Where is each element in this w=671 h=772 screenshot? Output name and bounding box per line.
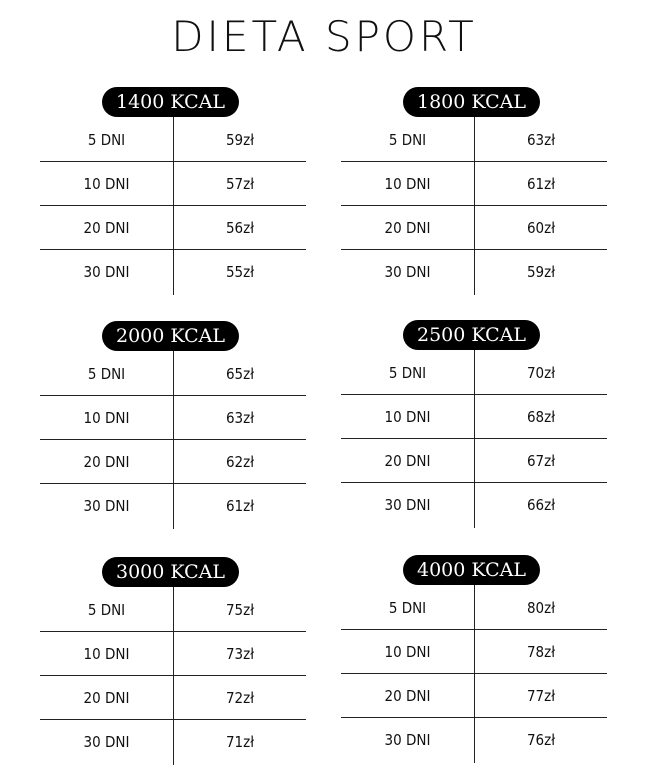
days-cell: 5 DNI: [388, 364, 427, 382]
table-row: [40, 352, 306, 396]
price-panel-2000: [40, 321, 306, 531]
days-cell: 5 DNI: [87, 131, 126, 149]
days-cell: 5 DNI: [87, 365, 126, 383]
table-row: [341, 162, 607, 206]
table-row: [40, 588, 306, 632]
price-cell: 75zł: [225, 601, 255, 619]
days-cell: 5 DNI: [87, 601, 126, 619]
price-cell: 63zł: [225, 409, 255, 427]
price-cell: 59zł: [526, 263, 556, 281]
price-cell: 60zł: [526, 219, 556, 237]
kcal-badge: 2500 KCAL: [403, 320, 540, 350]
price-cell: 80zł: [526, 599, 556, 617]
table-row: [341, 351, 607, 395]
days-cell: 20 DNI: [384, 219, 431, 237]
table-row: [341, 250, 607, 294]
days-cell: 20 DNI: [384, 687, 431, 705]
table-row: [341, 439, 607, 483]
price-cell: 70zł: [526, 364, 556, 382]
days-cell: 10 DNI: [83, 409, 130, 427]
price-cell: 78zł: [526, 643, 556, 661]
table-row: [341, 395, 607, 439]
table-row: [341, 118, 607, 162]
days-cell: 30 DNI: [384, 496, 431, 514]
days-cell: 30 DNI: [83, 733, 130, 751]
table-row: [341, 630, 607, 674]
page-title: DIETA SPORT: [171, 12, 477, 61]
price-cell: 65zł: [225, 365, 255, 383]
price-cell: 61zł: [225, 497, 255, 515]
table-row: [40, 676, 306, 720]
price-panel-2500: [341, 320, 607, 530]
days-cell: 5 DNI: [388, 599, 427, 617]
table-row: [40, 396, 306, 440]
price-cell: 67zł: [526, 452, 556, 470]
price-panel-1400: [40, 87, 306, 297]
table-row: [341, 206, 607, 250]
days-cell: 20 DNI: [83, 219, 130, 237]
price-cell: 63zł: [526, 131, 556, 149]
price-panel-1800: [341, 87, 607, 297]
days-cell: 10 DNI: [83, 175, 130, 193]
kcal-badge: 1400 KCAL: [102, 87, 239, 117]
price-cell: 55zł: [225, 263, 255, 281]
price-cell: 76zł: [526, 731, 556, 749]
days-cell: 30 DNI: [83, 497, 130, 515]
days-cell: 30 DNI: [384, 731, 431, 749]
table-row: [40, 250, 306, 294]
price-cell: 71zł: [225, 733, 255, 751]
table-row: [40, 720, 306, 764]
table-row: [40, 484, 306, 528]
table-row: [40, 632, 306, 676]
kcal-badge: 3000 KCAL: [102, 557, 239, 587]
table-row: [341, 483, 607, 527]
days-cell: 10 DNI: [83, 645, 130, 663]
price-cell: 68zł: [526, 408, 556, 426]
days-cell: 5 DNI: [388, 131, 427, 149]
table-row: [341, 718, 607, 762]
days-cell: 10 DNI: [384, 175, 431, 193]
price-cell: 59zł: [225, 131, 255, 149]
days-cell: 30 DNI: [83, 263, 130, 281]
table-row: [341, 674, 607, 718]
price-cell: 62zł: [225, 453, 255, 471]
kcal-badge: 2000 KCAL: [102, 321, 239, 351]
price-cell: 73zł: [225, 645, 255, 663]
price-cell: 57zł: [225, 175, 255, 193]
days-cell: 30 DNI: [384, 263, 431, 281]
days-cell: 20 DNI: [83, 689, 130, 707]
table-row: [40, 206, 306, 250]
table-row: [341, 586, 607, 630]
price-cell: 77zł: [526, 687, 556, 705]
kcal-badge: 1800 KCAL: [403, 87, 540, 117]
price-panel-4000: [341, 555, 607, 765]
days-cell: 20 DNI: [384, 452, 431, 470]
table-row: [40, 440, 306, 484]
price-cell: 56zł: [225, 219, 255, 237]
kcal-badge: 4000 KCAL: [403, 555, 540, 585]
days-cell: 10 DNI: [384, 408, 431, 426]
price-panel-3000: [40, 557, 306, 767]
days-cell: 20 DNI: [83, 453, 130, 471]
price-cell: 61zł: [526, 175, 556, 193]
days-cell: 10 DNI: [384, 643, 431, 661]
price-cell: 72zł: [225, 689, 255, 707]
table-row: [40, 118, 306, 162]
price-cell: 66zł: [526, 496, 556, 514]
table-row: [40, 162, 306, 206]
